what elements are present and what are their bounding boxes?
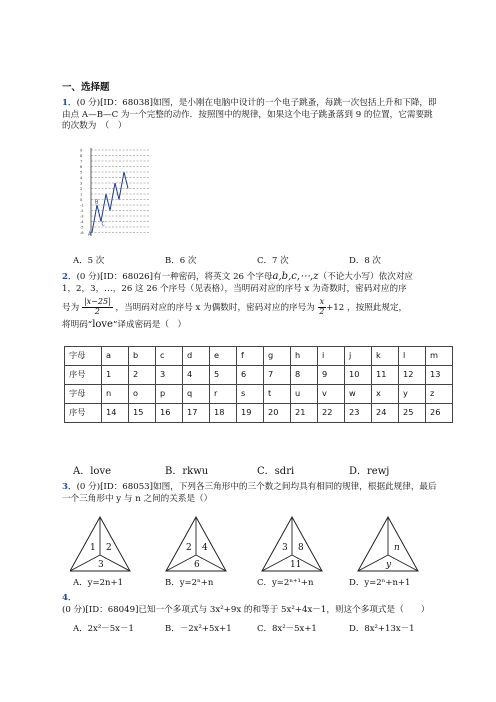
table-cell: 8: [291, 366, 318, 385]
triangle-3: [262, 517, 322, 571]
table-row: [65, 404, 453, 423]
option-a[interactable]: A．5 次: [73, 256, 105, 266]
table-cell: 21: [291, 404, 318, 423]
table-cell: 18: [210, 404, 237, 423]
question-2: [62, 270, 440, 331]
row-header: 序号: [65, 404, 102, 423]
triangle-number: 2: [186, 543, 192, 553]
question-text-1: (0 分)[ID：68026]有一种密码，将英文 26 个字母: [76, 272, 273, 282]
row-header: 字母: [65, 385, 102, 404]
options-q2: [73, 465, 443, 479]
table-cell: 14: [102, 404, 129, 423]
question-text-4a: 将明码“: [62, 319, 93, 330]
table-cell: 5: [210, 366, 237, 385]
axis-tick-label: -3: [80, 214, 84, 219]
table-cell: 2: [129, 366, 156, 385]
table-cell: d: [183, 347, 210, 366]
triangle-4: [358, 517, 418, 571]
table-cell: f: [237, 347, 264, 366]
option-a[interactable]: [73, 465, 165, 479]
table-row: [65, 385, 453, 404]
option-c[interactable]: C．y=2ⁿ⁺¹+n: [257, 578, 314, 588]
table-row: [65, 366, 453, 385]
table-cell: 26: [426, 404, 453, 423]
section-title: 一、选择题: [62, 82, 110, 93]
option-label: A．: [73, 466, 91, 477]
table-cell: 25: [399, 404, 426, 423]
question-text: (0 分)[ID：68038]如图，是小刚在电脑中设计的一个电子跳蚤，每跳一次包括上升和下降，即由点 A—B—C 为一个完整的动作．按照图中的规律，如果这个电子跳蚤落到 9 的位置，它需要跳的次数为 （ ）: [62, 98, 437, 132]
table-cell: 6: [237, 366, 264, 385]
table-cell: 24: [372, 404, 399, 423]
fraction-denominator: 2: [319, 306, 325, 316]
table-cell: h: [291, 347, 318, 366]
table-cell: j: [345, 347, 372, 366]
question-text-1b: （不论大小写）依次对应: [318, 272, 414, 282]
axis-tick-label: 9: [80, 148, 83, 153]
axis-tick-label: 0: [80, 198, 83, 202]
option-label: B．: [165, 466, 183, 477]
triangle-number: y: [386, 560, 392, 570]
triangle-number: 3: [98, 560, 104, 570]
axis-tick-label: -6: [80, 231, 84, 235]
table-cell: o: [129, 385, 156, 404]
table-cell: k: [372, 347, 399, 366]
question-text-3a: 号为: [62, 302, 80, 313]
question-number: 4．: [62, 593, 77, 603]
table-cell: i: [318, 347, 345, 366]
table-cell: 4: [183, 366, 210, 385]
option-word: rewj: [367, 466, 390, 477]
question-number: 3．: [62, 482, 77, 492]
letters-expression: a,b,c,⋯,z: [272, 271, 319, 282]
table-cell: r: [210, 385, 237, 404]
table-cell: b: [129, 347, 156, 366]
point-label-a: A: [88, 231, 92, 238]
option-c[interactable]: C．7 次: [257, 256, 289, 266]
table-cell: t: [264, 385, 291, 404]
question-text-2: 1，2，3，…，26 这 26 个序号（见表格），当明码对应的序号 x 为奇数时，密码对应的序: [62, 283, 407, 294]
table-cell: c: [156, 347, 183, 366]
table-cell: v: [318, 385, 345, 404]
option-b[interactable]: B．y=2ⁿ+n: [165, 578, 214, 588]
option-c[interactable]: [257, 465, 349, 479]
triangle-number: 8: [298, 543, 304, 553]
table-cell: u: [291, 385, 318, 404]
table-cell: s: [237, 385, 264, 404]
option-d[interactable]: D．y=2ⁿ+n+1: [349, 578, 411, 588]
table-cell: m: [426, 347, 453, 366]
question-number: 1．: [62, 98, 77, 108]
axis-tick-label: -2: [80, 209, 84, 213]
question-1: [62, 98, 440, 133]
axis-tick-label: 1: [80, 192, 83, 197]
fraction-odd: [82, 298, 113, 317]
option-d[interactable]: D．8 次: [349, 256, 381, 266]
axis-tick-label: 5: [80, 170, 83, 175]
triangle-number: 4: [202, 543, 208, 553]
table-cell: 16: [156, 404, 183, 423]
triangle-number: 6: [194, 560, 200, 570]
axis-ticks: [80, 149, 84, 236]
table-cell: 17: [183, 404, 210, 423]
table-cell: 10: [345, 366, 372, 385]
table-cell: x: [372, 385, 399, 404]
table-cell: 23: [345, 404, 372, 423]
option-label: C．: [257, 466, 275, 477]
options-q4: [73, 624, 443, 635]
fraction-tail: +12: [326, 302, 345, 313]
flea-jump-diagram: [78, 140, 168, 240]
table-cell: z: [426, 385, 453, 404]
table-cell: 20: [264, 404, 291, 423]
table-row: [65, 347, 453, 366]
table-cell: 13: [426, 366, 453, 385]
fraction-numerator: |x−25|: [83, 297, 111, 307]
table-cell: w: [345, 385, 372, 404]
cipher-table: [64, 346, 453, 423]
axis-tick-label: 8: [80, 154, 83, 158]
option-word: rkwu: [182, 466, 209, 477]
option-b[interactable]: B．6 次: [165, 256, 197, 266]
question-3: [62, 482, 440, 505]
question-text-4b: ”译成密码是（ ）: [112, 319, 187, 330]
axis-tick-label: -5: [80, 225, 84, 230]
question-number: 2．: [62, 272, 77, 282]
table-cell: 22: [318, 404, 345, 423]
axis-tick-label: 7: [80, 159, 83, 164]
table-cell: 19: [237, 404, 264, 423]
table-cell: 12: [399, 366, 426, 385]
table-cell: a: [102, 347, 129, 366]
axis-tick-label: 6: [80, 165, 83, 169]
triangle-2: [166, 517, 226, 571]
option-b[interactable]: [165, 465, 257, 479]
axis-tick-label: -1: [80, 203, 84, 208]
option-label: D．: [349, 466, 368, 477]
table-cell: 3: [156, 366, 183, 385]
option-word: sdri: [274, 466, 295, 477]
option-b[interactable]: B．－2x²+5x+1: [165, 624, 232, 634]
table-cell: l: [399, 347, 426, 366]
options-q3: [73, 578, 443, 589]
table-cell: e: [210, 347, 237, 366]
row-header: 序号: [65, 366, 102, 385]
table-cell: y: [399, 385, 426, 404]
axis-tick-label: 2: [80, 187, 83, 191]
fraction-denominator: 2: [94, 306, 100, 316]
fraction-numerator: x: [319, 297, 325, 307]
triangles-figure: [70, 515, 450, 573]
table-cell: g: [264, 347, 291, 366]
triangle-1: [70, 517, 130, 571]
table-cell: 11: [372, 366, 399, 385]
axis-tick-label: 4: [80, 176, 83, 180]
table-cell: 15: [129, 404, 156, 423]
point-label-c: C: [101, 221, 105, 228]
fraction-even: [318, 298, 327, 317]
option-a[interactable]: A．2x²－5x－1: [73, 624, 134, 634]
table-cell: q: [183, 385, 210, 404]
options-q1: [73, 256, 443, 267]
axis-tick-label: -4: [80, 220, 84, 224]
option-d[interactable]: [349, 465, 429, 479]
question-4: [62, 593, 440, 616]
question-text: (0 分)[ID：68049]已知一个多项式与 3x²+9x 的和等于 5x²+4x－1，则这个多项式是（ ）: [62, 604, 430, 615]
plain-word: love: [92, 318, 113, 330]
question-text: (0 分)[ID：68053]如图，下列各三角形中的三个数之间均具有相同的规律，根据此规律，最后一个三角形中 y 与 n 之间的关系是（）: [62, 482, 437, 504]
axis-tick-label: 3: [80, 181, 83, 186]
question-text-3b: ，当明码对应的序号 x 为偶数时，密码对应的序号为: [115, 302, 315, 313]
table-cell: 9: [318, 366, 345, 385]
question-text-3c: ，按照此规定，: [346, 302, 408, 313]
option-word: love: [90, 466, 112, 477]
triangle-number: 1: [90, 543, 96, 553]
table-cell: 7: [264, 366, 291, 385]
triangle-number: n: [394, 543, 400, 553]
option-d[interactable]: D．8x²+13x－1: [349, 624, 415, 634]
option-c[interactable]: C．8x²－5x+1: [257, 624, 317, 634]
point-label-b: B: [95, 199, 99, 206]
table-cell: n: [102, 385, 129, 404]
table-cell: 1: [102, 366, 129, 385]
table-cell: p: [156, 385, 183, 404]
row-header: 字母: [65, 347, 102, 366]
triangle-number: 2: [106, 543, 112, 553]
option-a[interactable]: A．y=2n+1: [73, 578, 123, 588]
triangle-number: 3: [282, 543, 288, 553]
triangle-number: 11: [290, 560, 302, 570]
